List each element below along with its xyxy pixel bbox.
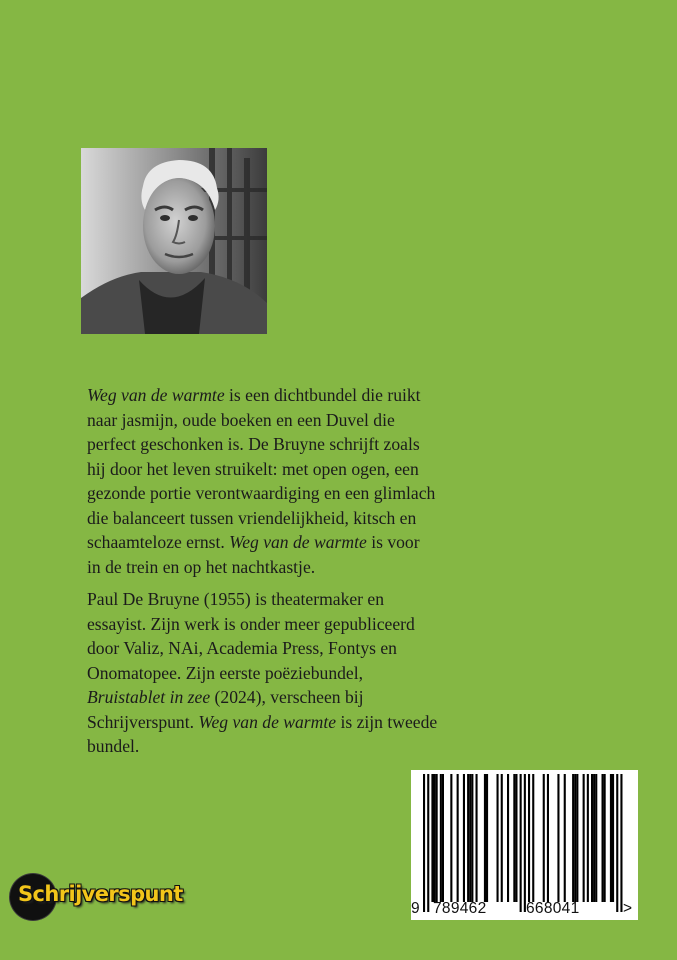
barcode-bar — [595, 774, 597, 902]
barcode-bar — [610, 774, 612, 902]
barcode-bar — [515, 774, 517, 902]
barcode-bar — [469, 774, 471, 902]
text-segment: hij door het leven struikelt: met open ogen, een — [87, 458, 419, 479]
isbn-left-group: 789462 — [433, 900, 487, 917]
barcode-bar — [591, 774, 593, 902]
bio-line — [87, 612, 647, 637]
barcode-bar — [528, 774, 530, 902]
barcode-bar — [543, 774, 545, 902]
isbn-barcode — [411, 770, 638, 920]
barcode-bars — [411, 770, 638, 920]
text-segment: perfect geschonken is. De Bruyne schrijft zoals — [87, 434, 420, 454]
barcode-bar — [574, 774, 576, 902]
book-title-italic: Weg van de warmte — [198, 711, 337, 732]
barcode-bar — [513, 774, 515, 902]
bio-line — [87, 685, 647, 710]
barcode-bar — [564, 774, 566, 902]
blurb-line — [87, 506, 647, 531]
barcode-bar — [524, 774, 526, 912]
text-segment: essayist. Zijn werk is onder meer gepubliceerd — [87, 613, 415, 634]
text-segment: gezonde portie verontwaardiging en een glimlach — [87, 483, 436, 503]
isbn-quiet-zone-mark: > — [623, 900, 633, 917]
barcode-bar — [557, 774, 559, 902]
isbn-first-digit: 9 — [411, 900, 420, 917]
publisher-logo-text: Schrijverspunt — [18, 882, 183, 906]
barcode-bar — [620, 774, 622, 912]
book-title-italic: Weg van de warmte — [229, 532, 367, 552]
blurb-line — [87, 408, 647, 433]
barcode-bar — [486, 774, 488, 902]
barcode-bar — [616, 774, 618, 912]
barcode-bar — [532, 774, 534, 902]
bio-line — [87, 587, 647, 612]
text-segment: (2024), verscheen bij — [210, 687, 364, 707]
blurb-line — [87, 432, 647, 457]
barcode-bar — [497, 774, 499, 902]
barcode-bar — [427, 774, 429, 912]
blurb-line — [87, 457, 647, 482]
author-bio — [87, 587, 647, 759]
text-segment: is zijn tweede — [336, 711, 438, 732]
text-segment: schaamteloze ernst. — [87, 532, 230, 552]
book-blurb — [87, 383, 647, 579]
barcode-bar — [583, 774, 585, 902]
text-segment: in de trein en op het nachtkastje. — [87, 556, 316, 577]
text-segment: Onomatopee. Zijn eerste poëziebundel, — [87, 662, 364, 683]
author-portrait-image — [81, 148, 267, 334]
barcode-bar — [484, 774, 486, 902]
barcode-bar — [476, 774, 478, 902]
barcode-bar — [572, 774, 574, 902]
barcode-bar — [602, 774, 604, 902]
text-segment: die balanceert tussen vriendelijkheid, kitsch en — [87, 507, 417, 528]
barcode-bar — [431, 774, 433, 902]
barcode-bar — [507, 774, 509, 902]
author-photo — [81, 148, 267, 334]
text-segment: bundel. — [87, 736, 140, 756]
barcode-bar — [547, 774, 549, 902]
book-title-italic: Bruistablet in zee — [87, 687, 211, 707]
barcode-bar — [450, 774, 452, 902]
blurb-line — [87, 383, 647, 408]
text-segment: Paul De Bruyne (1955) is theatermaker en — [87, 589, 385, 609]
bio-line — [87, 734, 647, 759]
text-segment: is voor — [366, 532, 420, 552]
barcode-bar — [434, 774, 436, 902]
barcode-bar — [442, 774, 444, 902]
barcode-bar — [576, 774, 578, 902]
bio-line — [87, 636, 647, 661]
text-segment: Schrijverspunt. — [87, 711, 199, 732]
blurb-line — [87, 530, 647, 555]
barcode-bar — [604, 774, 606, 902]
barcode-bar — [457, 774, 459, 902]
barcode-bar — [463, 774, 465, 902]
barcode-bar — [423, 774, 425, 912]
bio-line — [87, 661, 647, 686]
isbn-right-group: 668041 — [526, 900, 580, 917]
barcode-bar — [501, 774, 503, 902]
publisher-logo — [10, 874, 234, 920]
bio-line — [87, 710, 647, 735]
barcode-bar — [587, 774, 589, 902]
text-segment: naar jasmijn, oude boeken en een Duvel die — [87, 409, 395, 430]
text-segment: is een dichtbundel die ruikt — [224, 385, 421, 405]
barcode-bar — [436, 774, 438, 902]
barcode-bar — [440, 774, 442, 902]
blurb-line — [87, 555, 647, 580]
text-segment: door Valiz, NAi, Academia Press, Fontys en — [87, 638, 397, 658]
book-title-italic: Weg van de warmte — [87, 385, 225, 405]
barcode-bar — [612, 774, 614, 902]
blurb-line — [87, 481, 647, 506]
barcode-bar — [593, 774, 595, 902]
barcode-bar — [520, 774, 522, 912]
barcode-bar — [471, 774, 473, 902]
barcode-bar — [467, 774, 469, 902]
